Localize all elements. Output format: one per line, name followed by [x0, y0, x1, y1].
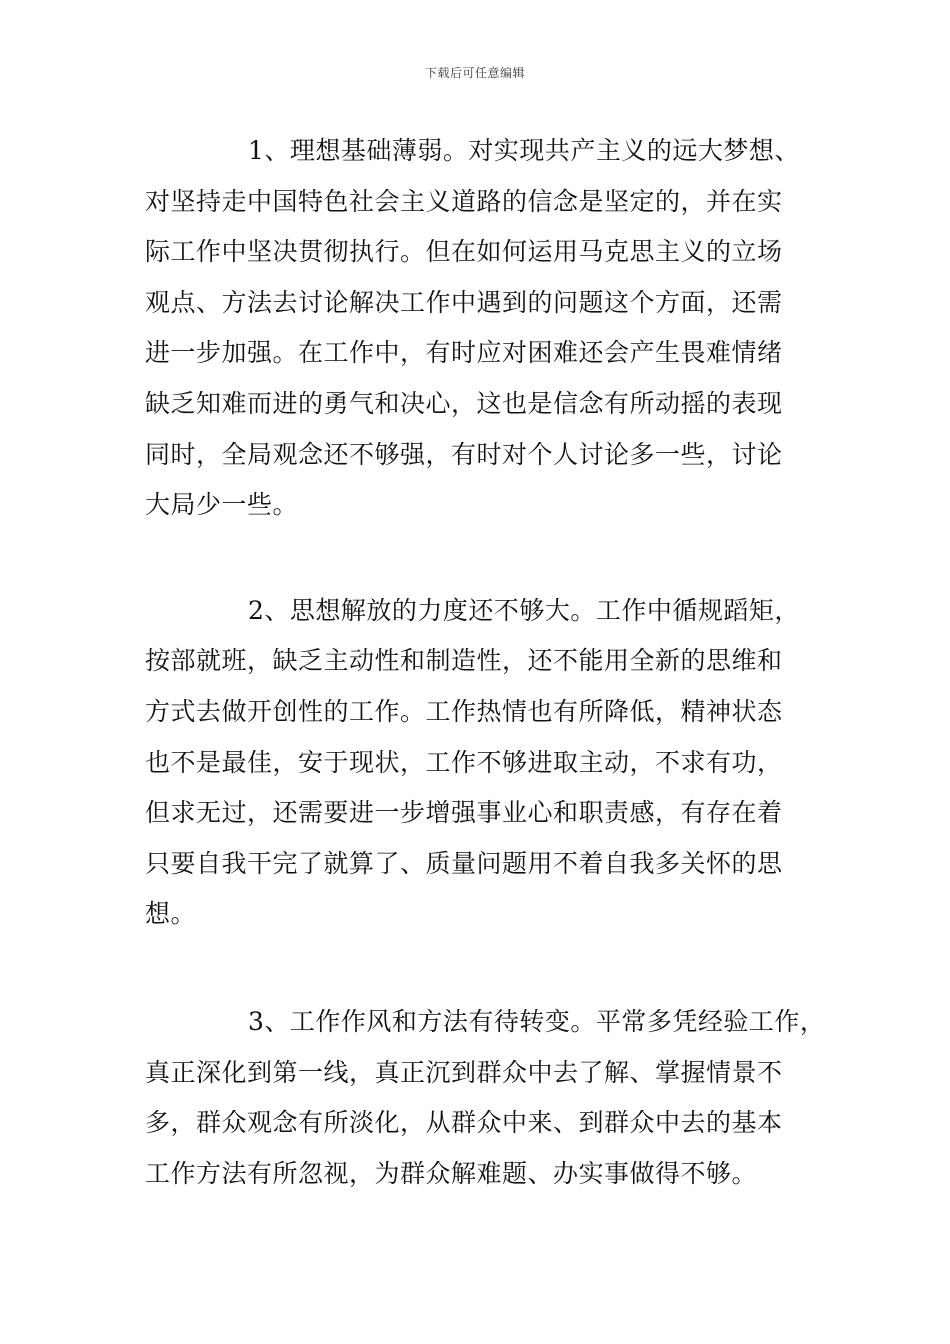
paragraph-1: [145, 126, 835, 531]
paragraph-line: 对坚持走中国特色社会主义道路的信念是坚定的，并在实: [145, 186, 783, 216]
paragraph-3: [145, 997, 835, 1199]
paragraph-line: 2、思想解放的力度还不够大。工作中循规蹈矩，: [248, 595, 800, 625]
paragraph-line: 真正深化到第一线，真正沉到群众中去了解、掌握情景不: [145, 1057, 783, 1087]
document-body: [145, 126, 835, 1199]
paragraph-line: 同时，全局观念还不够强，有时对个人讨论多一些，讨论: [145, 439, 783, 469]
paragraph-line: 但求无过，还需要进一步增强事业心和职责感，有存在着: [145, 798, 783, 828]
paragraph-line: 按部就班，缺乏主动性和制造性，还不能用全新的思维和: [145, 646, 783, 676]
paragraph-spacer: [145, 940, 835, 997]
paragraph-line: 也不是最佳，安于现状，工作不够进取主动，不求有功，: [145, 747, 783, 777]
paragraph-line: 工作方法有所忽视，为群众解难题、办实事做得不够。: [145, 1158, 758, 1188]
paragraph-line: 观点、方法去讨论解决工作中遇到的问题这个方面，还需: [145, 287, 783, 317]
paragraph-line: 际工作中坚决贯彻执行。但在如何运用马克思主义的立场: [145, 237, 783, 267]
paragraph-line: 进一步加强。在工作中，有时应对困难还会产生畏难情绪: [145, 338, 783, 368]
paragraph-line: 多，群众观念有所淡化，从群众中来、到群众中去的基本: [145, 1108, 783, 1138]
page-header: 下载后可任意编辑: [424, 66, 525, 80]
paragraph-spacer: [145, 531, 835, 586]
paragraph-line: 只要自我干完了就算了、质量问题用不着自我多关怀的思: [145, 848, 783, 878]
paragraph-2: [145, 586, 835, 940]
paragraph-line: 1、理想基础薄弱。对实现共产主义的远大梦想、: [248, 136, 800, 165]
paragraph-line: 缺乏知难而进的勇气和决心，这也是信念有所动摇的表现: [145, 388, 783, 418]
paragraph-line: 3、工作作风和方法有待转变。平常多凭经验工作，: [248, 1006, 826, 1036]
paragraph-line: 方式去做开创性的工作。工作热情也有所降低，精神状态: [145, 696, 783, 726]
paragraph-line: 想。: [145, 899, 197, 929]
paragraph-line: 大局少一些。: [145, 490, 299, 520]
